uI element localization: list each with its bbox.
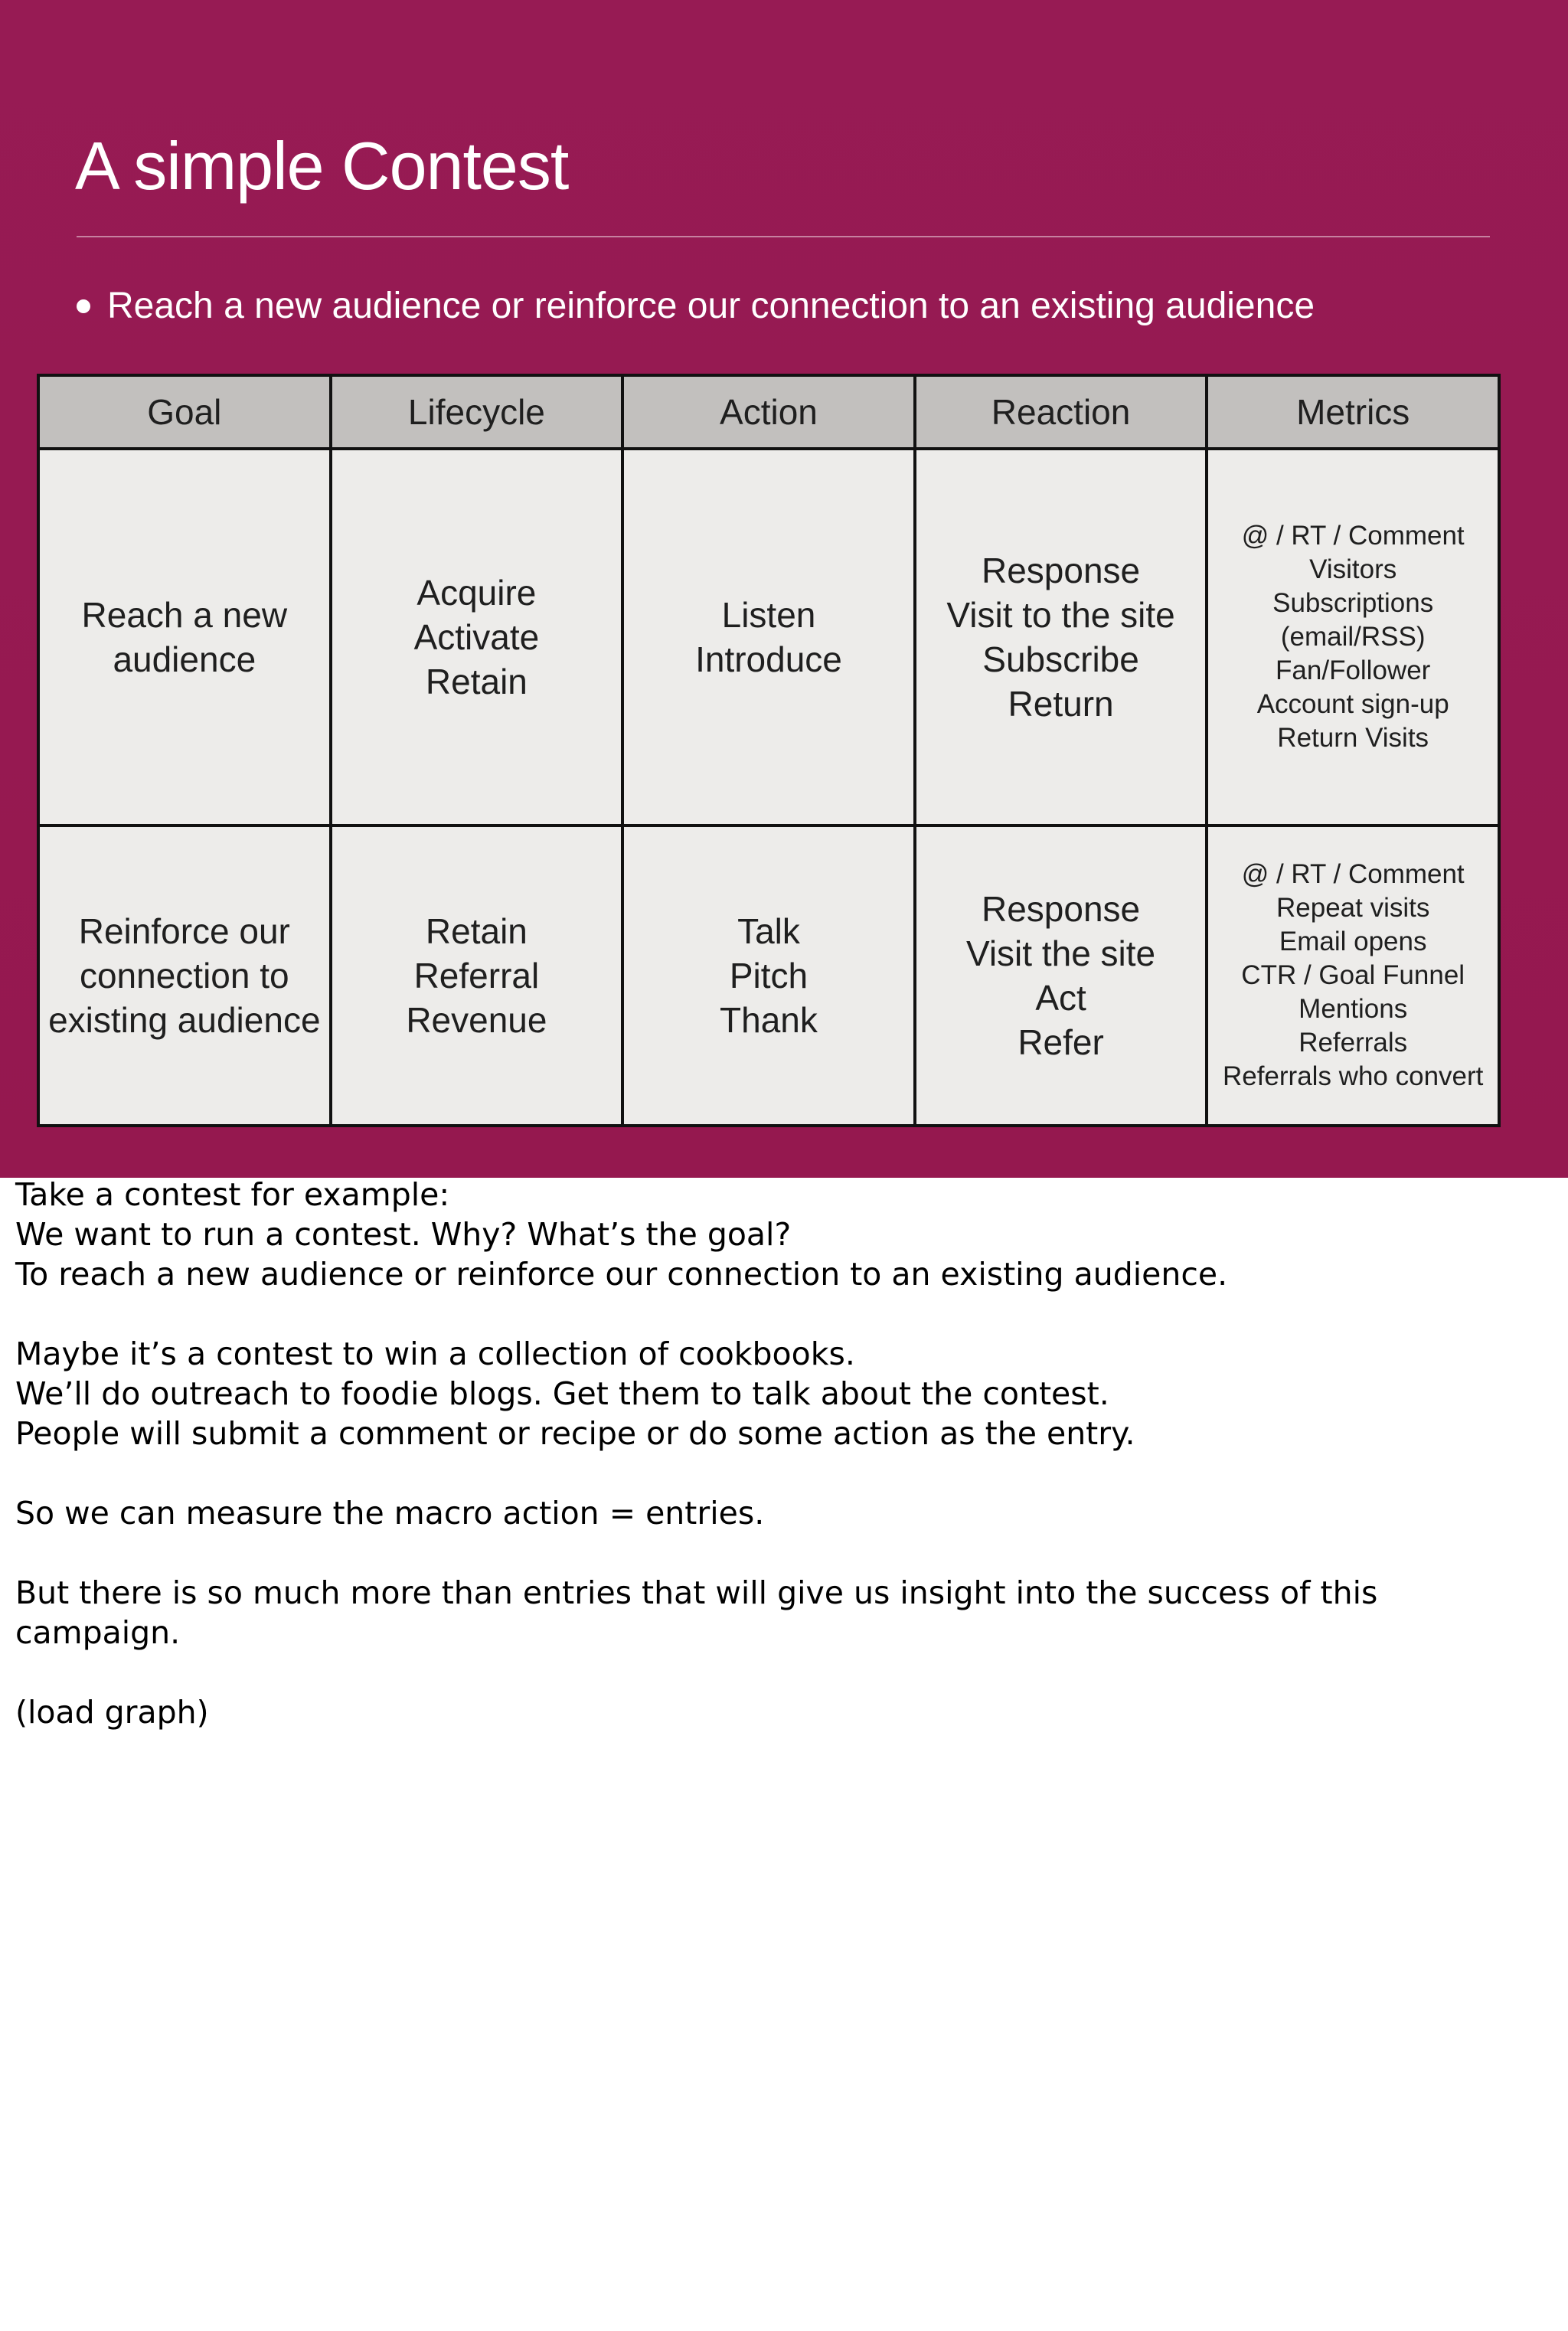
cell-line: audience bbox=[113, 639, 256, 680]
metrics-cell bbox=[1207, 449, 1499, 825]
cell-line: Return bbox=[1008, 684, 1114, 724]
speaker-notes bbox=[15, 1175, 1547, 1732]
note-line: We want to run a contest. Why? What’s the goal? bbox=[15, 1216, 792, 1253]
cell-line: Reinforce our bbox=[78, 911, 290, 952]
goal-cell bbox=[38, 825, 331, 1126]
cell-line: Mentions bbox=[1298, 994, 1408, 1025]
lifecycle-cell bbox=[331, 449, 623, 825]
action-cell bbox=[622, 825, 915, 1126]
cell-line: Thank bbox=[720, 1000, 818, 1041]
cell-line: Talk bbox=[737, 911, 800, 952]
reaction-cell bbox=[915, 449, 1207, 825]
header-goal: Goal bbox=[38, 375, 331, 449]
note-line bbox=[15, 1294, 1547, 1334]
header-reaction: Reaction bbox=[915, 375, 1207, 449]
cell-line: Activate bbox=[413, 617, 540, 658]
note-line: Take a contest for example: bbox=[15, 1176, 450, 1213]
cell-line: Visitors bbox=[1309, 554, 1397, 585]
note-line: (load graph) bbox=[15, 1694, 209, 1731]
cell-line: CTR / Goal Funnel bbox=[1241, 960, 1465, 991]
cell-line: Account sign-up bbox=[1256, 689, 1449, 720]
cell-line: Visit the site bbox=[965, 933, 1156, 974]
cell-line: Repeat visits bbox=[1276, 893, 1430, 924]
cell-line: existing audience bbox=[48, 1000, 321, 1041]
cell-line: Subscriptions bbox=[1272, 588, 1434, 619]
cell-line: (email/RSS) bbox=[1280, 622, 1426, 652]
cell-line: Fan/Follower bbox=[1276, 655, 1431, 686]
table-row bbox=[38, 449, 1499, 825]
cell-line: Act bbox=[1035, 978, 1086, 1018]
note-line: So we can measure the macro action = entries. bbox=[15, 1495, 765, 1532]
title-divider bbox=[77, 236, 1490, 237]
slide-bullet bbox=[77, 285, 1315, 327]
cell-line: Retain bbox=[425, 662, 528, 702]
table-row bbox=[38, 825, 1499, 1126]
bullet-dot-icon bbox=[77, 299, 90, 313]
cell-line: @ / RT / Comment bbox=[1241, 521, 1465, 551]
metrics-cell bbox=[1207, 825, 1499, 1126]
cell-line: Reach a new bbox=[81, 595, 288, 636]
note-line bbox=[15, 1653, 1547, 1692]
cell-line: Response bbox=[982, 551, 1141, 591]
note-line: People will submit a comment or recipe or do some action as the entry. bbox=[15, 1415, 1135, 1452]
slide-title: A simple Contest bbox=[75, 128, 569, 204]
cell-line: Refer bbox=[1018, 1022, 1104, 1063]
cell-line: Pitch bbox=[729, 956, 808, 996]
goal-cell bbox=[38, 449, 331, 825]
cell-line: Response bbox=[982, 889, 1141, 930]
note-line: But there is so much more than entries that will give us insight into the success of this bbox=[15, 1574, 1378, 1611]
contest-table bbox=[37, 374, 1501, 1127]
cell-line: Retain bbox=[425, 911, 528, 952]
cell-line: Referrals who convert bbox=[1222, 1061, 1484, 1092]
note-line bbox=[15, 1533, 1547, 1573]
cell-line: @ / RT / Comment bbox=[1241, 859, 1465, 890]
cell-line: Acquire bbox=[416, 573, 537, 613]
cell-line: Referrals bbox=[1298, 1028, 1408, 1058]
bullet-text: Reach a new audience or reinforce our connection to an existing audience bbox=[107, 286, 1315, 326]
header-action: Action bbox=[622, 375, 915, 449]
note-line bbox=[15, 1453, 1547, 1493]
cell-line: Revenue bbox=[406, 1000, 547, 1041]
header-lifecycle: Lifecycle bbox=[331, 375, 623, 449]
cell-line: Email opens bbox=[1279, 927, 1427, 957]
action-cell bbox=[622, 449, 915, 825]
note-line: campaign. bbox=[15, 1614, 181, 1651]
lifecycle-cell bbox=[331, 825, 623, 1126]
cell-line: Listen bbox=[721, 595, 816, 636]
header-metrics: Metrics bbox=[1207, 375, 1499, 449]
cell-line: Subscribe bbox=[982, 639, 1139, 680]
cell-line: Visit to the site bbox=[946, 595, 1175, 636]
note-line: We’ll do outreach to foodie blogs. Get them to talk about the contest. bbox=[15, 1375, 1109, 1412]
cell-line: Referral bbox=[413, 956, 540, 996]
note-line: Maybe it’s a contest to win a collection of cookbooks. bbox=[15, 1336, 855, 1372]
cell-line: Return Visits bbox=[1277, 723, 1429, 754]
cell-line: connection to bbox=[79, 956, 289, 996]
table-header-row bbox=[38, 375, 1499, 449]
reaction-cell bbox=[915, 825, 1207, 1126]
cell-line: Introduce bbox=[695, 639, 842, 680]
note-line: To reach a new audience or reinforce our connection to an existing audience. bbox=[15, 1256, 1228, 1293]
